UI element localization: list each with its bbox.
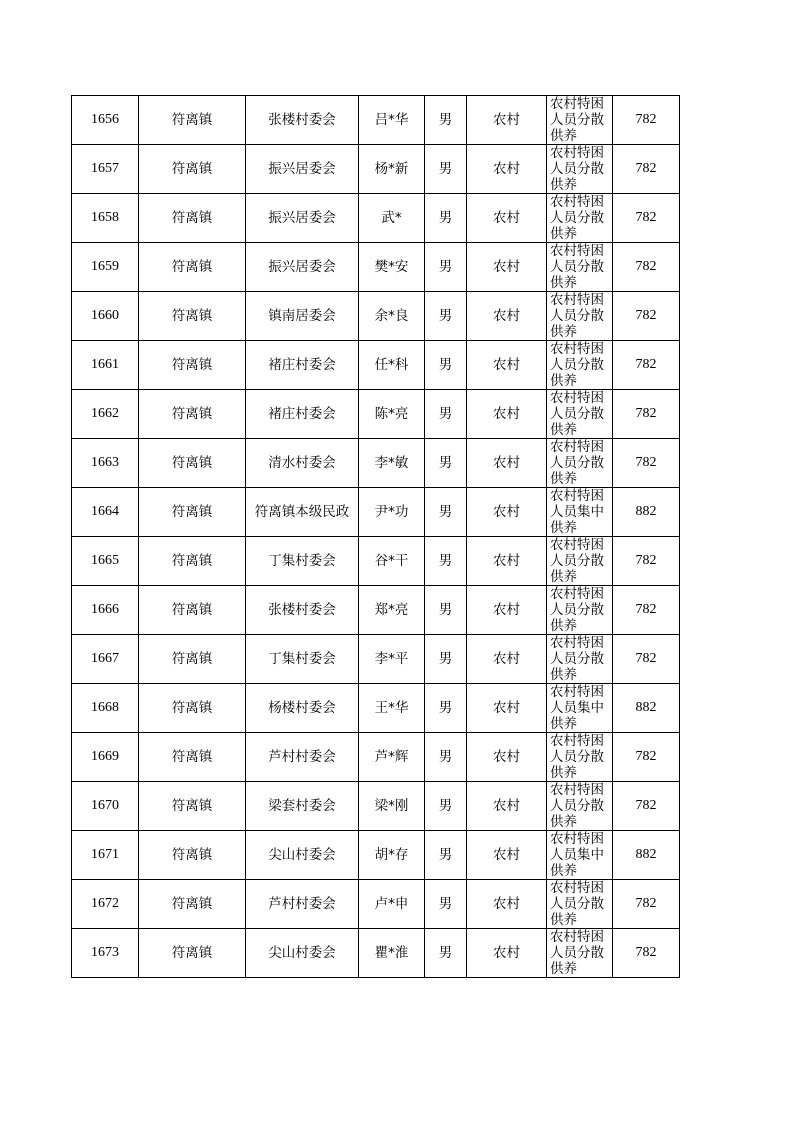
person-name-cell: 余*良 (359, 292, 425, 341)
person-name-cell: 王*华 (359, 684, 425, 733)
gender-cell: 男 (425, 733, 467, 782)
amount-cell: 782 (613, 292, 680, 341)
person-name-cell: 梁*刚 (359, 782, 425, 831)
support-type-text: 农村特困人员分散供养 (550, 96, 604, 144)
area-cell: 农村 (467, 194, 547, 243)
committee-cell: 尖山村委会 (246, 929, 359, 978)
town-cell: 符离镇 (139, 488, 246, 537)
gender-cell: 男 (425, 684, 467, 733)
support-type-cell (547, 341, 613, 390)
town-cell: 符离镇 (139, 145, 246, 194)
amount-cell: 782 (613, 635, 680, 684)
support-type-text: 农村特困人员分散供养 (550, 145, 604, 193)
support-type-cell (547, 880, 613, 929)
committee-cell: 张楼村委会 (246, 586, 359, 635)
person-name-cell: 瞿*淮 (359, 929, 425, 978)
committee-cell: 芦村村委会 (246, 733, 359, 782)
person-name-cell: 樊*安 (359, 243, 425, 292)
person-name-cell: 陈*亮 (359, 390, 425, 439)
amount-cell: 882 (613, 488, 680, 537)
area-cell: 农村 (467, 635, 547, 684)
roster-body (72, 96, 680, 978)
support-type-cell (547, 194, 613, 243)
support-type-cell (547, 243, 613, 292)
support-type-text: 农村特困人员分散供养 (550, 929, 604, 977)
town-cell: 符离镇 (139, 684, 246, 733)
support-type-cell (547, 292, 613, 341)
gender-cell: 男 (425, 439, 467, 488)
area-cell: 农村 (467, 341, 547, 390)
committee-cell: 振兴居委会 (246, 194, 359, 243)
town-cell: 符离镇 (139, 929, 246, 978)
table-row (72, 96, 680, 145)
amount-cell: 782 (613, 929, 680, 978)
gender-cell: 男 (425, 831, 467, 880)
town-cell: 符离镇 (139, 831, 246, 880)
table-row (72, 880, 680, 929)
person-name-cell: 李*敏 (359, 439, 425, 488)
town-cell: 符离镇 (139, 292, 246, 341)
person-name-cell: 郑*亮 (359, 586, 425, 635)
row-number-cell: 1666 (72, 586, 139, 635)
support-type-text: 农村特困人员分散供养 (550, 243, 604, 291)
gender-cell: 男 (425, 145, 467, 194)
support-type-cell (547, 537, 613, 586)
committee-cell: 芦村村委会 (246, 880, 359, 929)
amount-cell: 882 (613, 684, 680, 733)
support-type-cell (547, 635, 613, 684)
area-cell: 农村 (467, 586, 547, 635)
area-cell: 农村 (467, 880, 547, 929)
gender-cell: 男 (425, 390, 467, 439)
amount-cell: 782 (613, 880, 680, 929)
table-row (72, 488, 680, 537)
row-number-cell: 1657 (72, 145, 139, 194)
row-number-cell: 1659 (72, 243, 139, 292)
area-cell: 农村 (467, 292, 547, 341)
gender-cell: 男 (425, 880, 467, 929)
person-name-cell: 武* (359, 194, 425, 243)
table-row (72, 684, 680, 733)
support-type-cell (547, 390, 613, 439)
support-type-cell (547, 733, 613, 782)
gender-cell: 男 (425, 537, 467, 586)
area-cell: 农村 (467, 243, 547, 292)
row-number-cell: 1668 (72, 684, 139, 733)
person-name-cell: 尹*功 (359, 488, 425, 537)
table-row (72, 145, 680, 194)
row-number-cell: 1662 (72, 390, 139, 439)
table-row (72, 733, 680, 782)
gender-cell: 男 (425, 929, 467, 978)
support-type-text: 农村特困人员集中供养 (550, 488, 604, 536)
area-cell: 农村 (467, 537, 547, 586)
committee-cell: 丁集村委会 (246, 537, 359, 586)
support-type-text: 农村特困人员分散供养 (550, 880, 604, 928)
committee-cell: 振兴居委会 (246, 243, 359, 292)
row-number-cell: 1656 (72, 96, 139, 145)
table-row (72, 243, 680, 292)
support-type-text: 农村特困人员分散供养 (550, 439, 604, 487)
area-cell: 农村 (467, 96, 547, 145)
support-type-text: 农村特困人员集中供养 (550, 684, 604, 732)
area-cell: 农村 (467, 488, 547, 537)
gender-cell: 男 (425, 194, 467, 243)
gender-cell: 男 (425, 782, 467, 831)
table-row (72, 439, 680, 488)
table-row (72, 341, 680, 390)
person-name-cell: 卢*申 (359, 880, 425, 929)
gender-cell: 男 (425, 586, 467, 635)
amount-cell: 782 (613, 194, 680, 243)
row-number-cell: 1665 (72, 537, 139, 586)
committee-cell: 尖山村委会 (246, 831, 359, 880)
gender-cell: 男 (425, 341, 467, 390)
person-name-cell: 胡*存 (359, 831, 425, 880)
roster-table (71, 95, 680, 978)
amount-cell: 882 (613, 831, 680, 880)
support-type-text: 农村特困人员分散供养 (550, 586, 604, 634)
table-row (72, 586, 680, 635)
row-number-cell: 1667 (72, 635, 139, 684)
gender-cell: 男 (425, 243, 467, 292)
town-cell: 符离镇 (139, 782, 246, 831)
amount-cell: 782 (613, 145, 680, 194)
support-type-text: 农村特困人员分散供养 (550, 782, 604, 830)
town-cell: 符离镇 (139, 96, 246, 145)
town-cell: 符离镇 (139, 341, 246, 390)
area-cell: 农村 (467, 733, 547, 782)
support-type-text: 农村特困人员分散供养 (550, 341, 604, 389)
table-row (72, 292, 680, 341)
committee-cell: 褚庄村委会 (246, 390, 359, 439)
row-number-cell: 1661 (72, 341, 139, 390)
area-cell: 农村 (467, 390, 547, 439)
table-row (72, 831, 680, 880)
gender-cell: 男 (425, 635, 467, 684)
row-number-cell: 1669 (72, 733, 139, 782)
row-number-cell: 1670 (72, 782, 139, 831)
row-number-cell: 1663 (72, 439, 139, 488)
amount-cell: 782 (613, 341, 680, 390)
person-name-cell: 吕*华 (359, 96, 425, 145)
row-number-cell: 1660 (72, 292, 139, 341)
person-name-cell: 李*平 (359, 635, 425, 684)
committee-cell: 丁集村委会 (246, 635, 359, 684)
support-type-cell (547, 586, 613, 635)
gender-cell: 男 (425, 96, 467, 145)
committee-cell: 振兴居委会 (246, 145, 359, 194)
area-cell: 农村 (467, 439, 547, 488)
support-type-text: 农村特困人员分散供养 (550, 194, 604, 242)
row-number-cell: 1671 (72, 831, 139, 880)
area-cell: 农村 (467, 929, 547, 978)
support-type-cell (547, 831, 613, 880)
town-cell: 符离镇 (139, 439, 246, 488)
person-name-cell: 杨*新 (359, 145, 425, 194)
committee-cell: 符离镇本级民政 (246, 488, 359, 537)
amount-cell: 782 (613, 782, 680, 831)
amount-cell: 782 (613, 733, 680, 782)
support-type-cell (547, 439, 613, 488)
support-type-cell (547, 488, 613, 537)
gender-cell: 男 (425, 488, 467, 537)
support-type-text: 农村特困人员分散供养 (550, 635, 604, 683)
support-type-text: 农村特困人员分散供养 (550, 390, 604, 438)
town-cell: 符离镇 (139, 733, 246, 782)
amount-cell: 782 (613, 439, 680, 488)
support-type-text: 农村特困人员分散供养 (550, 537, 604, 585)
person-name-cell: 任*科 (359, 341, 425, 390)
amount-cell: 782 (613, 96, 680, 145)
town-cell: 符离镇 (139, 537, 246, 586)
row-number-cell: 1664 (72, 488, 139, 537)
table-row (72, 194, 680, 243)
area-cell: 农村 (467, 684, 547, 733)
gender-cell: 男 (425, 292, 467, 341)
town-cell: 符离镇 (139, 586, 246, 635)
town-cell: 符离镇 (139, 635, 246, 684)
table-row (72, 390, 680, 439)
support-type-cell (547, 684, 613, 733)
table-row (72, 537, 680, 586)
area-cell: 农村 (467, 782, 547, 831)
committee-cell: 褚庄村委会 (246, 341, 359, 390)
town-cell: 符离镇 (139, 880, 246, 929)
committee-cell: 张楼村委会 (246, 96, 359, 145)
row-number-cell: 1673 (72, 929, 139, 978)
amount-cell: 782 (613, 586, 680, 635)
support-type-text: 农村特困人员集中供养 (550, 831, 604, 879)
amount-cell: 782 (613, 537, 680, 586)
table-row (72, 782, 680, 831)
table-row (72, 929, 680, 978)
area-cell: 农村 (467, 145, 547, 194)
row-number-cell: 1672 (72, 880, 139, 929)
committee-cell: 梁套村委会 (246, 782, 359, 831)
support-type-cell (547, 145, 613, 194)
support-type-cell (547, 96, 613, 145)
committee-cell: 杨楼村委会 (246, 684, 359, 733)
town-cell: 符离镇 (139, 243, 246, 292)
support-type-cell (547, 782, 613, 831)
town-cell: 符离镇 (139, 194, 246, 243)
support-type-text: 农村特困人员分散供养 (550, 292, 604, 340)
town-cell: 符离镇 (139, 390, 246, 439)
support-type-cell (547, 929, 613, 978)
area-cell: 农村 (467, 831, 547, 880)
committee-cell: 清水村委会 (246, 439, 359, 488)
committee-cell: 镇南居委会 (246, 292, 359, 341)
person-name-cell: 芦*辉 (359, 733, 425, 782)
table-row (72, 635, 680, 684)
amount-cell: 782 (613, 243, 680, 292)
amount-cell: 782 (613, 390, 680, 439)
person-name-cell: 谷*干 (359, 537, 425, 586)
row-number-cell: 1658 (72, 194, 139, 243)
support-type-text: 农村特困人员分散供养 (550, 733, 604, 781)
